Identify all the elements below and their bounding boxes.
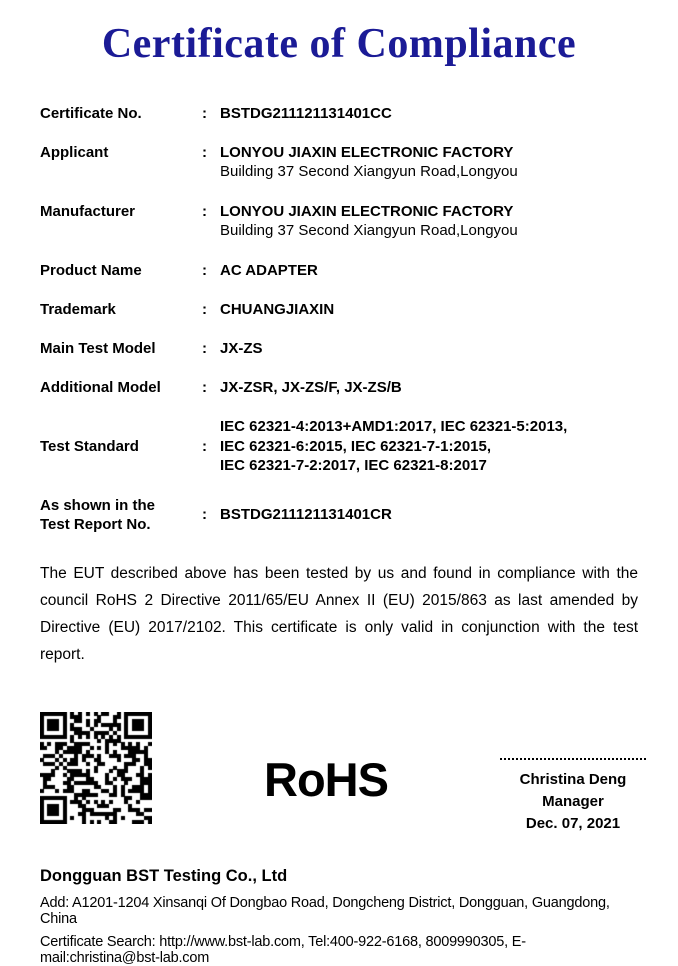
certificate-title: Certificate of Compliance <box>101 21 577 67</box>
field-label: Additional Model <box>40 379 161 396</box>
field-value: BSTDG211121131401CR <box>220 506 392 523</box>
field-row-additional-model <box>40 378 638 397</box>
field-row-main-test-model <box>40 339 638 358</box>
field-value-group <box>220 202 638 241</box>
certificate-search-line: Certificate Search: http://www.bst-lab.com, Tel:400-922-6168, 8009990305, E-mail:christina@bst-lab.com <box>40 933 526 966</box>
field-label-line: As shown in the <box>40 496 156 514</box>
field-row-trademark <box>40 300 638 319</box>
field-label: Manufacturer <box>40 203 136 220</box>
test-standard-line: IEC 62321-6:2015, IEC 62321-7-1:2015, <box>220 437 492 455</box>
field-value: BSTDG211121131401CC <box>220 105 392 122</box>
field-value: AC ADAPTER <box>220 262 318 279</box>
field-value: CHUANGJIAXIN <box>220 301 335 318</box>
field-colon: : <box>202 144 207 161</box>
field-label-line: Test Report No. <box>40 515 151 533</box>
field-value-group <box>220 417 638 476</box>
field-row-product-name <box>40 261 638 280</box>
footer <box>40 867 638 966</box>
field-colon: : <box>202 203 207 220</box>
field-row-test-report-no <box>40 496 638 534</box>
field-row-test-standard <box>40 417 638 476</box>
field-label-group <box>40 496 202 534</box>
test-standard-line: IEC 62321-7-2:2017, IEC 62321-8:2017 <box>220 457 487 474</box>
field-label: Test Standard <box>40 437 139 455</box>
company-name: Dongguan BST Testing Co., Ltd <box>40 866 288 885</box>
field-label: Product Name <box>40 262 142 279</box>
field-colon: : <box>202 506 207 523</box>
test-standard-line: IEC 62321-4:2013+AMD1:2017, IEC 62321-5:2013, <box>220 418 568 435</box>
field-row-applicant <box>40 143 638 182</box>
field-row-manufacturer <box>40 202 638 241</box>
field-label: Main Test Model <box>40 340 156 357</box>
bottom-section <box>0 712 678 835</box>
signature-block <box>500 758 646 835</box>
field-label: Certificate No. <box>40 105 142 122</box>
field-colon: : <box>202 379 207 396</box>
field-value: JX-ZS <box>220 340 263 357</box>
field-colon: : <box>202 105 207 122</box>
field-value-group <box>220 143 638 182</box>
field-label: Applicant <box>40 144 109 161</box>
rohs-logo: RoHS <box>264 752 388 806</box>
field-label: Trademark <box>40 301 116 318</box>
field-colon: : <box>202 301 207 318</box>
field-colon: : <box>202 437 207 455</box>
qr-code-image <box>40 712 152 824</box>
qr-code <box>40 712 152 824</box>
certificate-fields <box>40 104 638 534</box>
compliance-statement: The EUT described above has been tested by us and found in compliance with the council RoHS 2 Directive 2011/65/EU Annex II (EU) 2015/863 as last amended by Directive (EU) 2017/2102. This certificate is only valid in conjunction with the test report. <box>40 564 638 663</box>
signature-date: Dec. 07, 2021 <box>525 814 621 832</box>
field-colon: : <box>202 340 207 357</box>
field-address: Building 37 Second Xiangyun Road,Longyou <box>220 163 518 180</box>
company-address: Add: A1201-1204 Xinsanqi Of Dongbao Road, Dongcheng District, Dongguan, Guangdong, China <box>40 894 610 927</box>
field-value: LONYOU JIAXIN ELECTRONIC FACTORY <box>220 203 514 220</box>
signatory-name: Christina Deng <box>519 770 627 788</box>
field-row-certificate-no <box>40 104 638 123</box>
field-value: LONYOU JIAXIN ELECTRONIC FACTORY <box>220 144 514 161</box>
certificate-page <box>0 20 678 966</box>
field-address: Building 37 Second Xiangyun Road,Longyou <box>220 222 518 239</box>
field-value: JX-ZSR, JX-ZS/F, JX-ZS/B <box>220 379 402 396</box>
signatory-role: Manager <box>542 792 604 810</box>
field-colon: : <box>202 262 207 279</box>
signature-dotted-line <box>500 758 646 760</box>
